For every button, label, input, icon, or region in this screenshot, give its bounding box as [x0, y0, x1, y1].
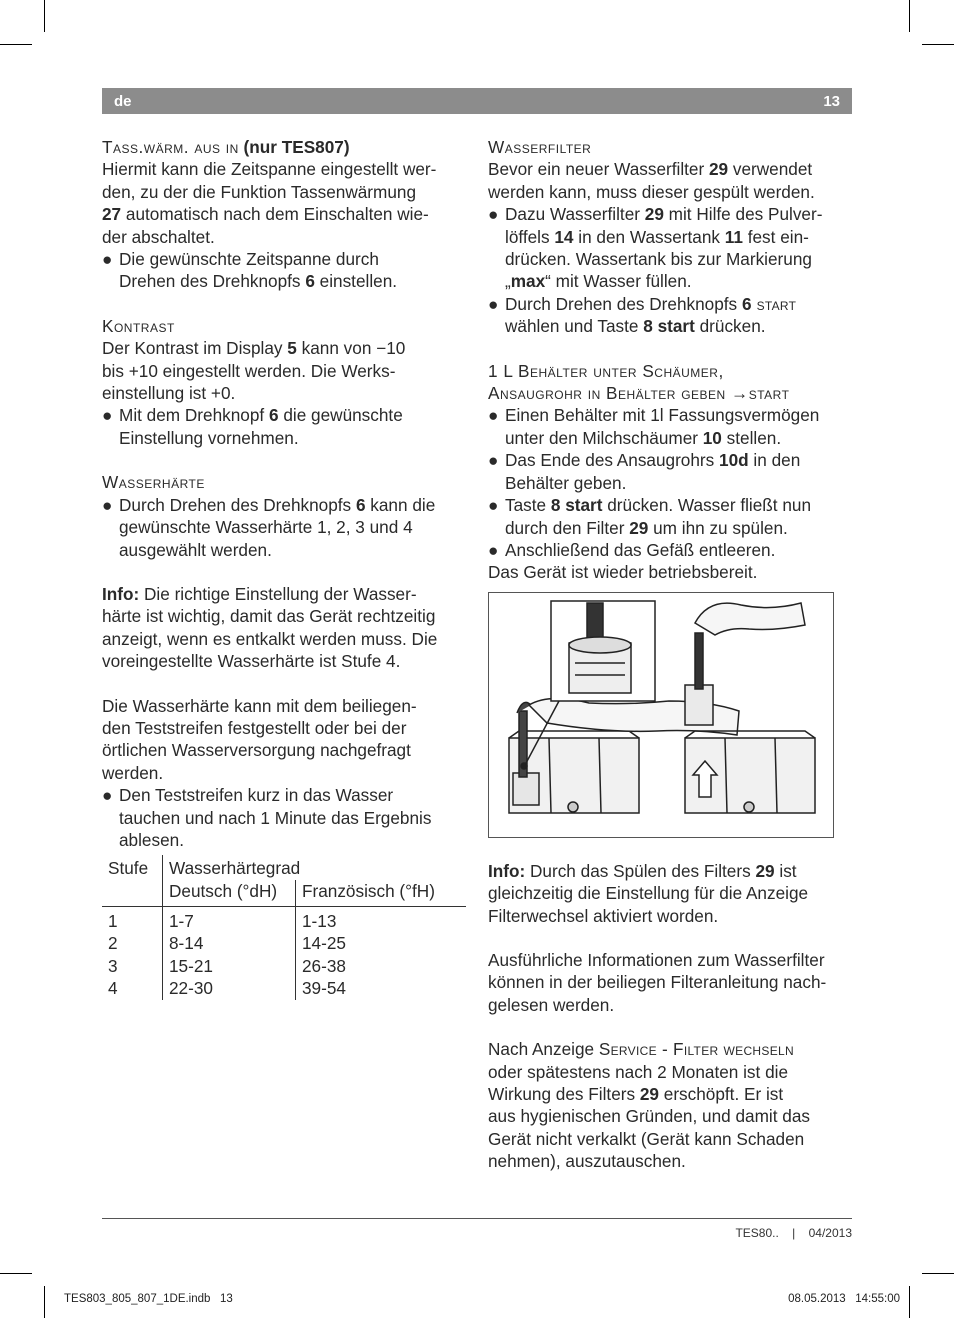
table-row: 3 15-21 26-38	[102, 955, 466, 978]
filter-illustration-svg	[489, 593, 833, 837]
section-title: 1 L Behälter unter Schäumer,	[488, 360, 724, 381]
bullet-item: ● Anschließend das Gefäß entleeren.	[488, 539, 776, 560]
footer-rule	[102, 1218, 852, 1219]
section-title: Wasserfilter	[488, 137, 592, 157]
header-bar	[102, 88, 852, 114]
paragraph: Das Gerät ist wieder betriebsbereit.	[488, 562, 758, 583]
header-stufe: Stufe	[108, 858, 149, 879]
paragraph: Hiermit kann die Zeitspanne eingestellt wer- den, zu der die Funktion Tassenwärmung 27 automatisch nach dem Einschalten wie- der abschaltet.	[102, 159, 437, 247]
crop-mark	[909, 0, 910, 32]
slug-file: TES803_805_807_1DE.indb 13	[64, 1293, 233, 1305]
header-grad: Wasserhärtegrad	[163, 855, 467, 880]
paragraph: Bevor ein neuer Wasserfilter 29 verwendet werden kann, muss dieser gespült werden.	[488, 159, 815, 202]
section-title: Tass.wärm. aus in	[102, 137, 239, 157]
bullet-item: ● Taste 8 start drücken. Wasser fließt nun durch den Filter 29 um ihn zu spülen.	[488, 495, 812, 538]
crop-mark	[922, 1273, 954, 1274]
bullet-item: ● Das Ende des Ansaugrohrs 10d in den Behälter geben.	[488, 450, 801, 493]
bullet-item: ● Den Teststreifen kurz in das Wasser tauchen und nach 1 Minute das Ergebnis ablesen.	[102, 785, 432, 850]
slug-timestamp: 08.05.2013 14:55:00	[788, 1293, 900, 1305]
section-kontrast	[102, 315, 466, 449]
footer-date: 04/2013	[808, 1226, 852, 1240]
bullet-item: ● Die gewünschte Zeitspanne durch Drehen des Drehknopfs 6 einstellen.	[102, 249, 398, 292]
table-row: 1 1-7 1-13	[102, 906, 466, 932]
table-row: 2 8-14 14-25	[102, 932, 466, 955]
crop-mark	[0, 1273, 32, 1274]
bullet-item: ● Einen Behälter mit 1l Fassungsvermögen unter den Milchschäumer 10 stellen.	[488, 405, 820, 448]
left-column	[102, 136, 466, 1000]
paragraph-details: Ausführliche Informationen zum Wasserfilter können in der beiliegen Filteranleitung nach- gelesen werden.	[488, 949, 827, 1015]
section-title: Kontrast	[102, 315, 175, 336]
section-title: Wasserhärte	[102, 472, 205, 493]
section-tassenwaermung: Tass.wärm. aus in (nur TES807) Hiermit kann die Zeitspanne eingestellt wer- den, zu der die Funktion Tassenwärmung 27 automatisch nach dem Einschalten wie- der abschaltet. ● Die gewünschte Zeitspanne durch Drehen des Drehknopfs 6 einstellen.	[102, 136, 466, 293]
crop-mark	[922, 44, 954, 45]
section-wasserhaerte	[102, 471, 466, 561]
paragraph-replacement: Nach Anzeige Service - Filter wechseln oder spätestens nach 2 Monaten ist die Wirkung des Filters 29 erschöpft. Er ist aus hygienischen Gründen, und damit das Gerät nicht verkalkt (Gerät kann Schaden nehmen), auszutauschen.	[488, 1039, 810, 1172]
paragraph: Der Kontrast im Display 5 kann von −10 bis +10 eingestellt werden. Die Werks- einstellung ist +0.	[102, 338, 406, 404]
bullet-item: ● Durch Drehen des Drehknopfs 6 start wählen und Taste 8 start drücken.	[488, 293, 797, 337]
teststreifen-paragraph: Die Wasserhärte kann mit dem beiliegen- den Teststreifen festgestellt oder bei der örtlichen Wasserversorgung nachgefragt werden. ● Den Teststreifen kurz in das Wasser tauchen und nach 1 Minute das Ergebnis ablesen.	[102, 695, 466, 852]
info-note-filter: Info: Durch das Spülen des Filters 29 ist gleichzeitig die Einstellung für die Anzeige Filterwechsel aktiviert worden.	[488, 860, 809, 926]
water-hardness-table	[102, 855, 466, 1000]
crop-mark	[0, 44, 32, 45]
bullet-item: ● Dazu Wasserfilter 29 mit Hilfe des Pulver- löffels 14 in den Wassertank 11 fest ein- drücken. Wassertank bis zur Markierung „max“ mit Wasser füllen.	[488, 204, 823, 292]
bullet-item: ● Mit dem Drehknopf 6 die gewünschte Einstellung vornehmen.	[102, 405, 403, 448]
section-wasserfilter	[488, 136, 852, 338]
crop-mark	[909, 1286, 910, 1318]
header-fh: Französisch (°fH)	[296, 880, 467, 906]
bullet-item: ● Durch Drehen des Drehknopfs 6 kann die gewünschte Wasserhärte 1, 2, 3 und 4 ausgewählt werden.	[102, 494, 436, 560]
section-title: Ansaugrohr in Behälter geben →start	[488, 383, 790, 404]
right-column	[488, 136, 852, 1173]
section-rinse	[488, 360, 852, 584]
page-number: 13	[823, 93, 840, 110]
footer	[735, 1226, 852, 1240]
model-label: TES80..	[735, 1226, 779, 1240]
footer-separator: |	[792, 1226, 796, 1240]
info-note: Info: Die richtige Einstellung der Wasser- härte ist wichtig, damit das Gerät rechtzeitig anzeigt, wenn es entkalkt werden muss. Die voreingestellte Wasserhärte ist Stufe 4.	[102, 583, 438, 672]
header-dh: Deutsch (°dH)	[163, 880, 296, 906]
crop-mark	[44, 0, 45, 32]
table-row: 4 22-30 39-54	[102, 977, 466, 1000]
filter-illustration	[488, 592, 834, 838]
crop-mark	[44, 1286, 45, 1318]
language-code: de	[114, 93, 132, 110]
